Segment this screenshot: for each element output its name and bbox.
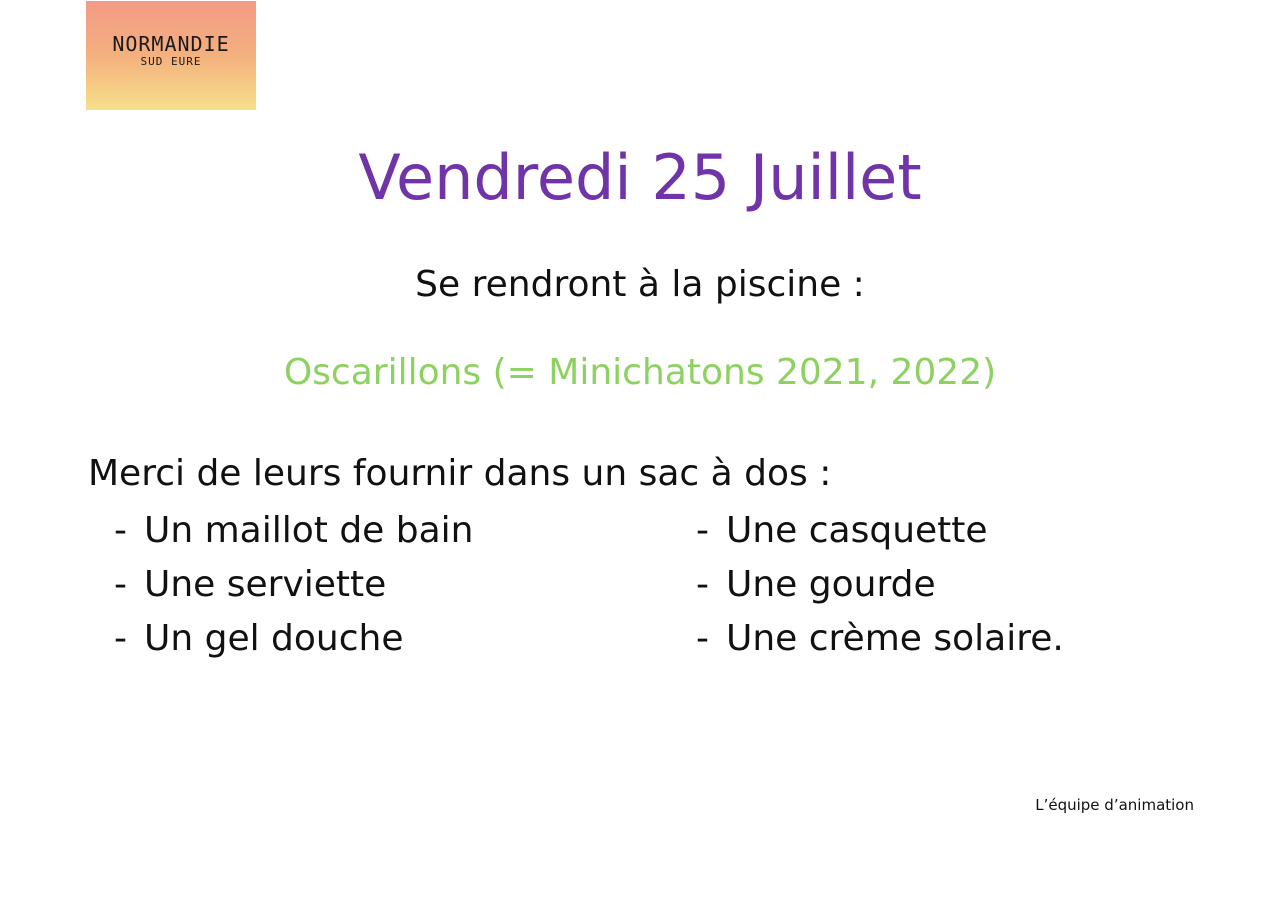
logo-line2: SUD EURE xyxy=(140,54,202,68)
bullet-dash: - xyxy=(696,564,709,605)
bullet-dash: - xyxy=(114,564,127,605)
list-item xyxy=(696,558,1064,612)
item-label: Une crème solaire. xyxy=(726,618,1064,659)
items-list-right xyxy=(696,504,1064,666)
item-label: Une serviette xyxy=(144,564,387,605)
normandie-sud-eure-logo xyxy=(86,1,256,110)
list-item xyxy=(114,504,474,558)
item-label: Un maillot de bain xyxy=(144,510,474,551)
subtitle: Se rendront à la piscine : xyxy=(415,264,865,305)
bullet-dash: - xyxy=(114,510,127,551)
signature: L’équipe d’animation xyxy=(1035,796,1194,814)
items-list-left xyxy=(114,504,474,666)
logo-line1: NORMANDIE xyxy=(112,31,230,56)
bullet-dash: - xyxy=(696,618,709,659)
item-label: Une casquette xyxy=(726,510,988,551)
list-item xyxy=(114,612,474,666)
item-label: Un gel douche xyxy=(144,618,404,659)
list-item xyxy=(696,612,1064,666)
item-label: Une gourde xyxy=(726,564,936,605)
list-item xyxy=(114,558,474,612)
group-name: Oscarillons (= Minichatons 2021, 2022) xyxy=(283,352,997,393)
bullet-dash: - xyxy=(114,618,127,659)
page-title: Vendredi 25 Juillet xyxy=(358,141,922,214)
intro-text: Merci de leurs fournir dans un sac à dos : xyxy=(88,453,832,494)
bullet-dash: - xyxy=(696,510,709,551)
list-item xyxy=(696,504,1064,558)
